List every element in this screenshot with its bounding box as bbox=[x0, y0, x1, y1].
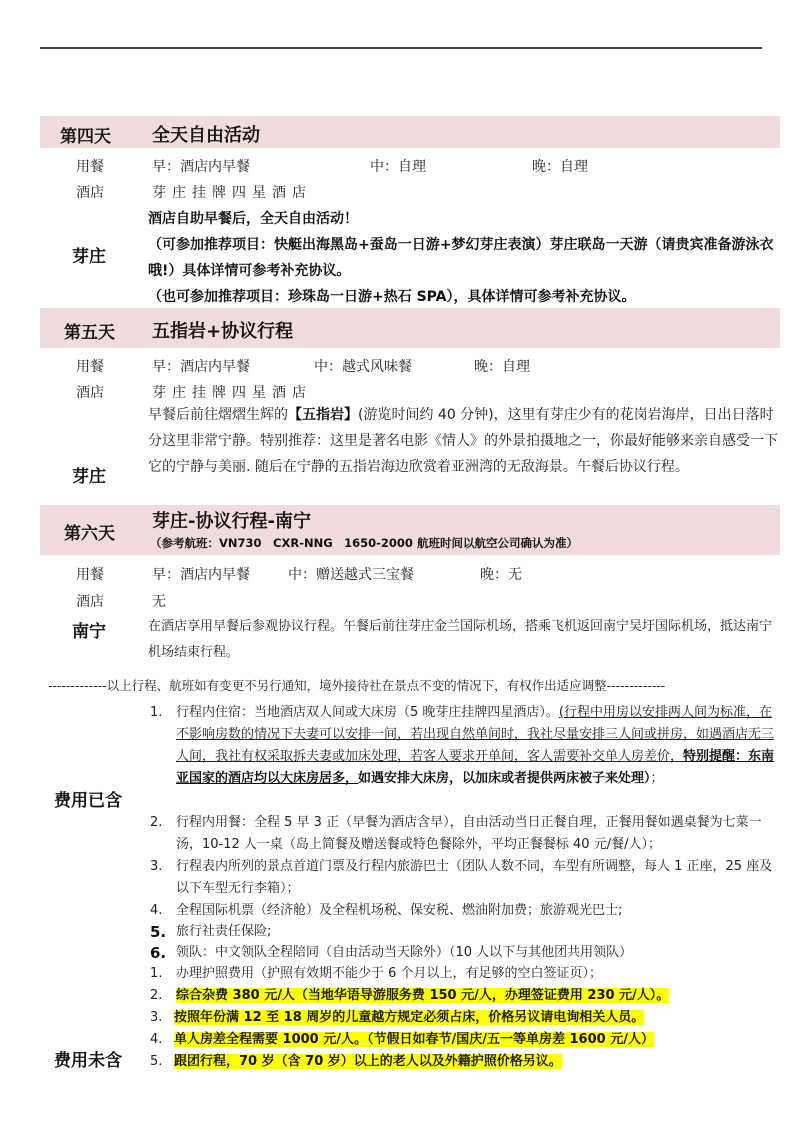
day5-meal-label: 用餐 bbox=[76, 359, 104, 375]
day6-flight: （参考航班：VN730 CXR-NNG 1650-2000 航班时间以航空公司确认为准） bbox=[150, 536, 578, 550]
item-text: 行程内住宿：当地酒店双人间或大床房（5 晚芽庄挂牌四星酒店）。 bbox=[176, 705, 559, 720]
item-text: 领队：中文领队全程陪同（自由活动当天除外）（10 人以下与其他团共用领队） bbox=[176, 945, 633, 960]
item-number: 2. bbox=[150, 988, 163, 1003]
day5-desc-post: (游览时间约 40 分钟)，这里有芽庄少有的花岗岩海岸，日出日落时分这里非常宁静。特别推荐：这里是著名电影《情人》的外景拍摄地之一，你最好能够来亲自感受一下它的宁静与美丽. 随后在宁静的五指岩海边欣赏着亚洲湾的无敌海景。午餐后协议行程。 bbox=[148, 407, 778, 475]
day5-title: 五指岩+协议行程 bbox=[152, 321, 294, 342]
item-highlighted-text: 综合杂费 380 元/人（当地华语导游服务费 150 元/人，办理签证费用 230 元/人）。 bbox=[176, 988, 670, 1003]
item-highlighted-text: 按照年份满 12 至 18 周岁的儿童越方规定必须占床，价格另议请电询相关人员。 bbox=[174, 1010, 645, 1025]
day6-meal-label: 用餐 bbox=[76, 567, 104, 583]
included-item-2 bbox=[150, 812, 780, 856]
day4-city: 芽庄 bbox=[72, 247, 106, 267]
day4-dinner: 晚：自理 bbox=[532, 159, 588, 175]
included-label: 费用已含 bbox=[54, 791, 122, 811]
day5-dinner: 晚：自理 bbox=[474, 359, 530, 375]
item-number: 1. bbox=[150, 966, 163, 981]
included-item-3 bbox=[150, 856, 780, 900]
day6-hotel-label: 酒店 bbox=[76, 594, 104, 610]
day4-breakfast: 早：酒店内早餐 bbox=[152, 159, 250, 175]
item-number: 5. bbox=[150, 1054, 163, 1069]
excluded-item-3 bbox=[150, 1007, 780, 1029]
day5-description bbox=[148, 402, 780, 480]
day6-city: 南宁 bbox=[72, 622, 106, 642]
day5-hotel-label: 酒店 bbox=[76, 385, 104, 401]
item-number: 2. bbox=[150, 815, 163, 830]
item-text: 行程内用餐：全程 5 早 3 正（早餐为酒店含早），自由活动当日正餐自理，正餐用餐如遇桌餐为七菜一汤，10-12 人一桌（岛上简餐及赠送餐或特色餐除外，平均正餐餐标 40 元/餐/人）； bbox=[176, 815, 762, 852]
day4-header bbox=[40, 116, 780, 148]
day6-dinner: 晚：无 bbox=[480, 567, 522, 583]
item-number: 3. bbox=[150, 1010, 163, 1025]
item-number: 1. bbox=[150, 705, 163, 720]
item-number: 5. bbox=[150, 923, 167, 941]
day6-description: 在酒店享用早餐后参观协议行程。午餐后前往芽庄金兰国际机场，搭乘飞机返回南宁吴圩国际机场，抵达南宁机场结束行程。 bbox=[148, 619, 773, 660]
day6-title: 芽庄-协议行程-南宁 bbox=[152, 511, 311, 532]
day4-title: 全天自由活动 bbox=[152, 125, 260, 146]
excluded-item-2 bbox=[150, 985, 780, 1007]
day5-label: 第五天 bbox=[64, 323, 115, 343]
day4-hotel: 芽庄挂牌四星酒店 bbox=[152, 185, 312, 201]
included-item-4 bbox=[150, 900, 780, 922]
item-highlighted-text: 单人房差全程需要 1000 元/人。（节假日如春节/国庆/五一等单房差 1600 元/人） bbox=[174, 1032, 654, 1047]
item-number: 4. bbox=[150, 903, 163, 918]
item-text: 行程表内所列的景点首道门票及行程内旅游巴士（团队人数不同，车型有所调整，每人 1 正座，25 座及以下车型无行李箱）； bbox=[176, 859, 773, 896]
excluded-item-4 bbox=[150, 1029, 780, 1051]
day5-hotel: 芽庄挂牌四星酒店 bbox=[152, 385, 312, 401]
day5-header bbox=[40, 308, 780, 348]
item-underlined-text: (行程中用房以安排两人间为标准，在不影响房数的情况下夫妻可以安排一间，若出现自然单间时，我社尽量安排三人间或拼房，如遇酒店无三人间，我社有权采取拆夫妻或加床处理，若客人要求开单间，客人需要补交单人房差价， bbox=[176, 705, 775, 764]
day5-city: 芽庄 bbox=[72, 467, 106, 487]
item-text: 旅行社责任保险; bbox=[176, 924, 272, 939]
day5-desc-highlight: 【五指岩】 bbox=[288, 407, 358, 423]
day4-desc-line3: （也可参加推荐项目：珍珠岛一日游+热石 SPA），具体详情可参考补充协议。 bbox=[148, 289, 636, 305]
item-highlighted-text: 跟团行程，70 岁（含 70 岁）以上的老人以及外籍护照价格另议。 bbox=[174, 1054, 562, 1069]
day4-label: 第四天 bbox=[60, 127, 111, 147]
item-tail: ； bbox=[650, 771, 664, 786]
item-number: 3. bbox=[150, 859, 163, 874]
included-item-1 bbox=[150, 702, 780, 790]
day4-description bbox=[148, 206, 780, 310]
day6-lunch: 中：赠送越式三宝餐 bbox=[288, 567, 414, 583]
day4-meal-label: 用餐 bbox=[76, 159, 104, 175]
item-bold-text: 如遇安排大床房，以加床或者提供两床被子来处理） bbox=[358, 771, 651, 786]
excluded-label: 费用未含 bbox=[54, 1051, 122, 1071]
day6-header bbox=[40, 505, 780, 555]
day4-desc-line2: （可参加推荐项目：快艇出海黑岛+蚕岛一日游+梦幻芽庄表演）芽庄联岛一天游（请贵宾准备游泳衣哦!）具体详情可参考补充协议。 bbox=[148, 237, 774, 279]
included-item-5 bbox=[150, 921, 780, 943]
itinerary-notice: -------------以上行程、航班如有变更不另行通知，境外接待社在景点不变的情况下，有权作出适应调整------------- bbox=[48, 678, 666, 693]
included-item-6 bbox=[150, 942, 780, 964]
day6-hotel: 无 bbox=[152, 594, 166, 610]
day5-desc-pre: 早餐后前往熠熠生辉的 bbox=[148, 407, 288, 423]
excluded-item-1 bbox=[150, 963, 780, 985]
item-text: 办理护照费用（护照有效期不能少于 6 个月以上，有足够的空白签证页）； bbox=[176, 966, 603, 981]
item-text: 全程国际机票（经济舱）及全程机场税、保安税、燃油附加费；旅游观光巴士; bbox=[176, 903, 623, 918]
day4-desc-line1: 酒店自助早餐后，全天自由活动！ bbox=[148, 211, 358, 227]
day6-label: 第六天 bbox=[64, 524, 115, 544]
header-rule bbox=[40, 47, 762, 49]
day4-lunch: 中：自理 bbox=[370, 159, 426, 175]
excluded-item-5 bbox=[150, 1051, 780, 1073]
item-number: 6. bbox=[150, 944, 167, 962]
day5-breakfast: 早：酒店内早餐 bbox=[152, 359, 250, 375]
item-number: 4. bbox=[150, 1032, 163, 1047]
day6-breakfast: 早：酒店内早餐 bbox=[152, 567, 250, 583]
day5-lunch: 中：越式风味餐 bbox=[314, 359, 412, 375]
day4-hotel-label: 酒店 bbox=[76, 185, 104, 201]
item-underlined-bold-text: 特别提醒：东南亚国家的酒店均以大床房居多， bbox=[176, 749, 775, 786]
